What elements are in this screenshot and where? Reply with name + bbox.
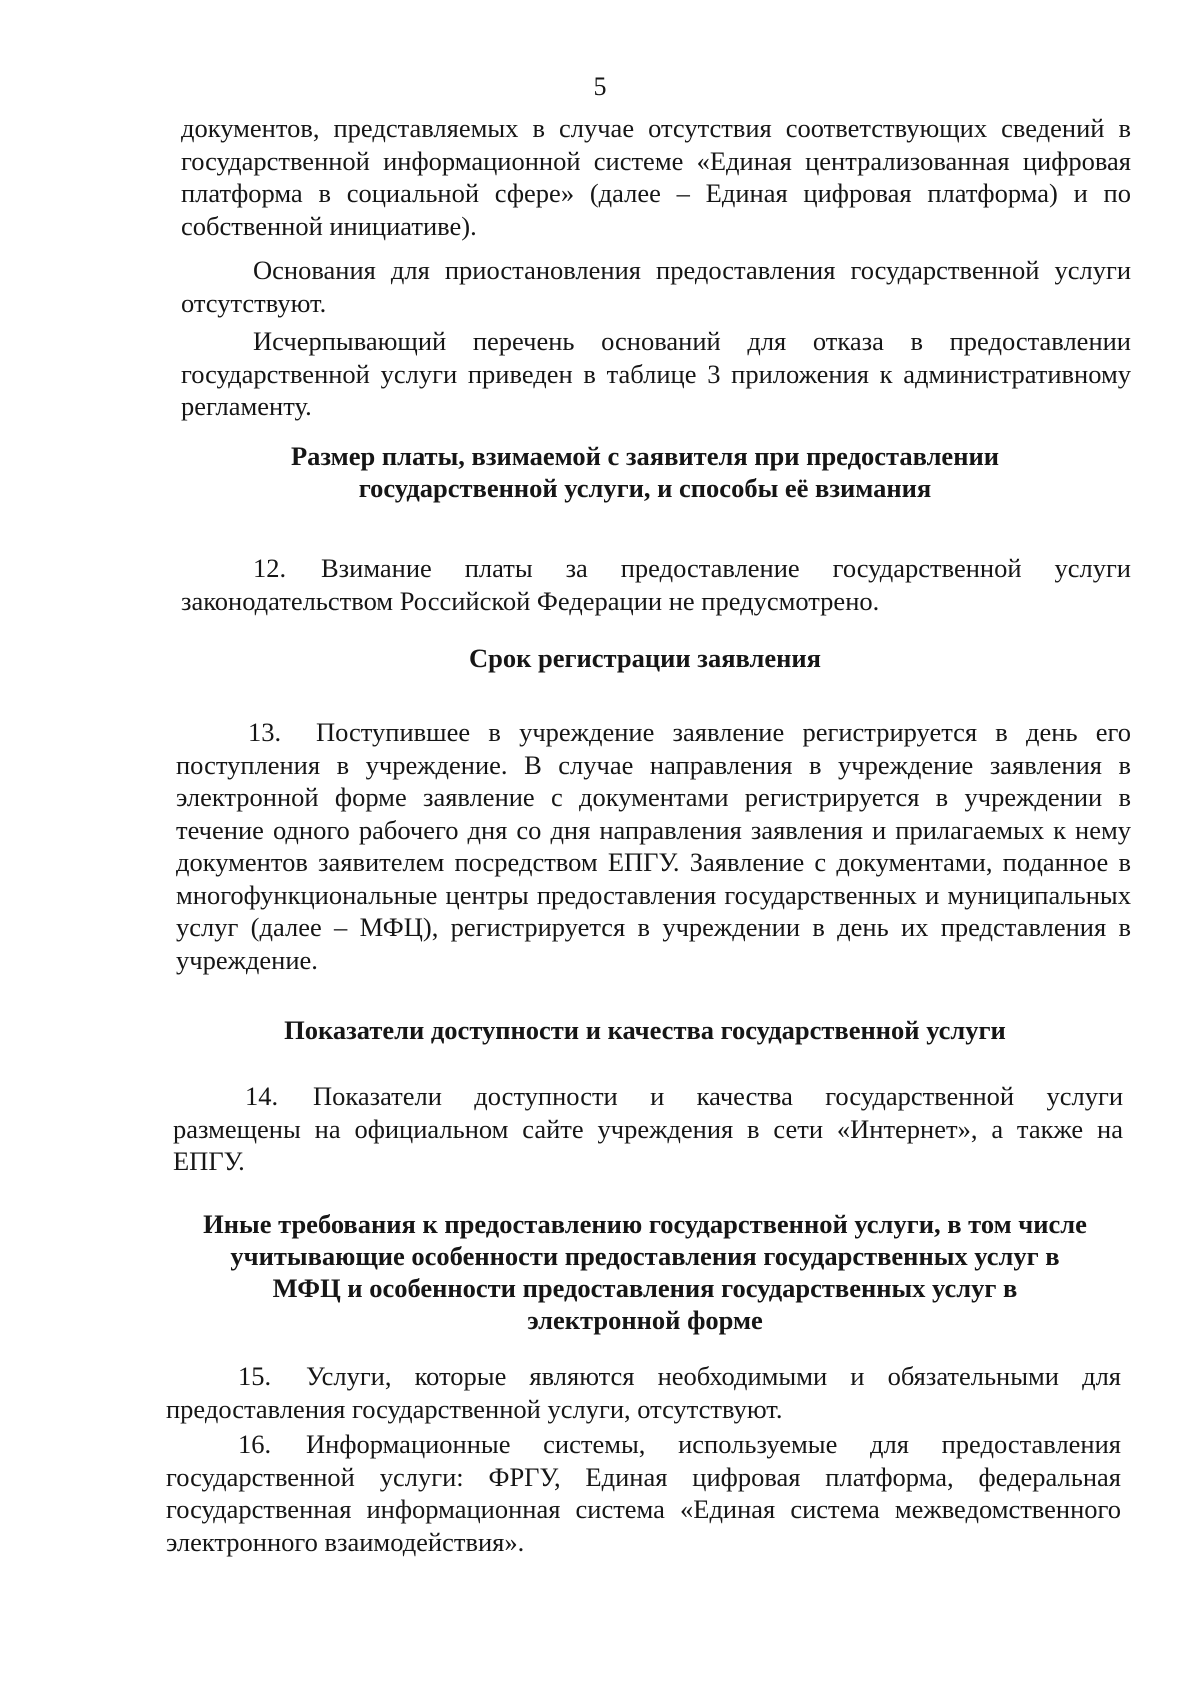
- paragraph-15-number: 15.: [238, 1361, 272, 1391]
- paragraph-16-number: 16.: [238, 1429, 272, 1459]
- paragraph-16: [166, 1428, 1121, 1558]
- heading-quality: Показатели доступности и качества государственной услуги: [284, 1015, 1006, 1045]
- page-number: 5: [593, 72, 607, 101]
- heading-other-requirements: Иные требования к предоставлению государственной услуги, в том числе учитывающие особенности предоставления государственных услуг в МФЦ и особенности предоставления государственных услуг в электронной форме: [203, 1209, 1087, 1335]
- paragraph-continuation: документов, представляемых в случае отсутствия соответствующих сведений в государственной информационной системе «Единая централизованная цифровая платформа в социальной сфере» (далее – Единая цифровая платформа) и по собственной инициативе).: [181, 113, 1131, 241]
- paragraph-12-number: 12.: [253, 553, 287, 583]
- paragraph-14-text: Показатели доступности и качества государственной услуги размещены на официальном сайте учреждения в сети «Интернет», а также на ЕПГУ.: [173, 1081, 1123, 1176]
- heading-registration-term: Срок регистрации заявления: [468, 643, 822, 673]
- heading-fee: Размер платы, взимаемой с заявителя при предоставлении государственной услуги, и способы её взимания: [290, 441, 1000, 503]
- paragraph-16-text: Информационные системы, используемые для предоставления государственной услуги: ФРГУ, Единая цифровая платформа, федеральная государственная информационная система «Единая система межведомственного электронного взаимодействия».: [166, 1429, 1121, 1557]
- paragraph-12-text: Взимание платы за предоставление государственной услуги законодательством Российской Федерации не предусмотрено.: [181, 553, 1131, 616]
- paragraph-suspension: Основания для приостановления предоставления государственной услуги отсутствуют.: [181, 255, 1131, 318]
- paragraph-13-text: Поступившее в учреждение заявление регистрируется в день его поступления в учреждение. В случае направления в учреждение заявления в электронной форме заявление с документами регистрируется в учреждении в течение одного рабочего дня со дня направления заявления и прилагаемых к нему документов заявителем посредством ЕПГУ. Заявление с документами, поданное в многофункциональные центры предоставления государственных и муниципальных услуг (далее – МФЦ), регистрируется в учреждении в день их представления в учреждение.: [176, 717, 1131, 975]
- paragraph-13: [176, 716, 1131, 976]
- paragraph-15-text: Услуги, которые являются необходимыми и обязательными для предоставления государственной услуги, отсутствуют.: [166, 1361, 1121, 1424]
- paragraph-14-number: 14.: [245, 1081, 279, 1111]
- paragraph-12: [181, 552, 1131, 617]
- paragraph-14: [173, 1080, 1123, 1178]
- paragraph-13-number: 13.: [248, 717, 282, 747]
- paragraph-15: [166, 1360, 1121, 1425]
- paragraph-refusal: Исчерпывающий перечень оснований для отказа в предоставлении государственной услуги приведен в таблице 3 приложения к административному регламенту.: [181, 326, 1131, 421]
